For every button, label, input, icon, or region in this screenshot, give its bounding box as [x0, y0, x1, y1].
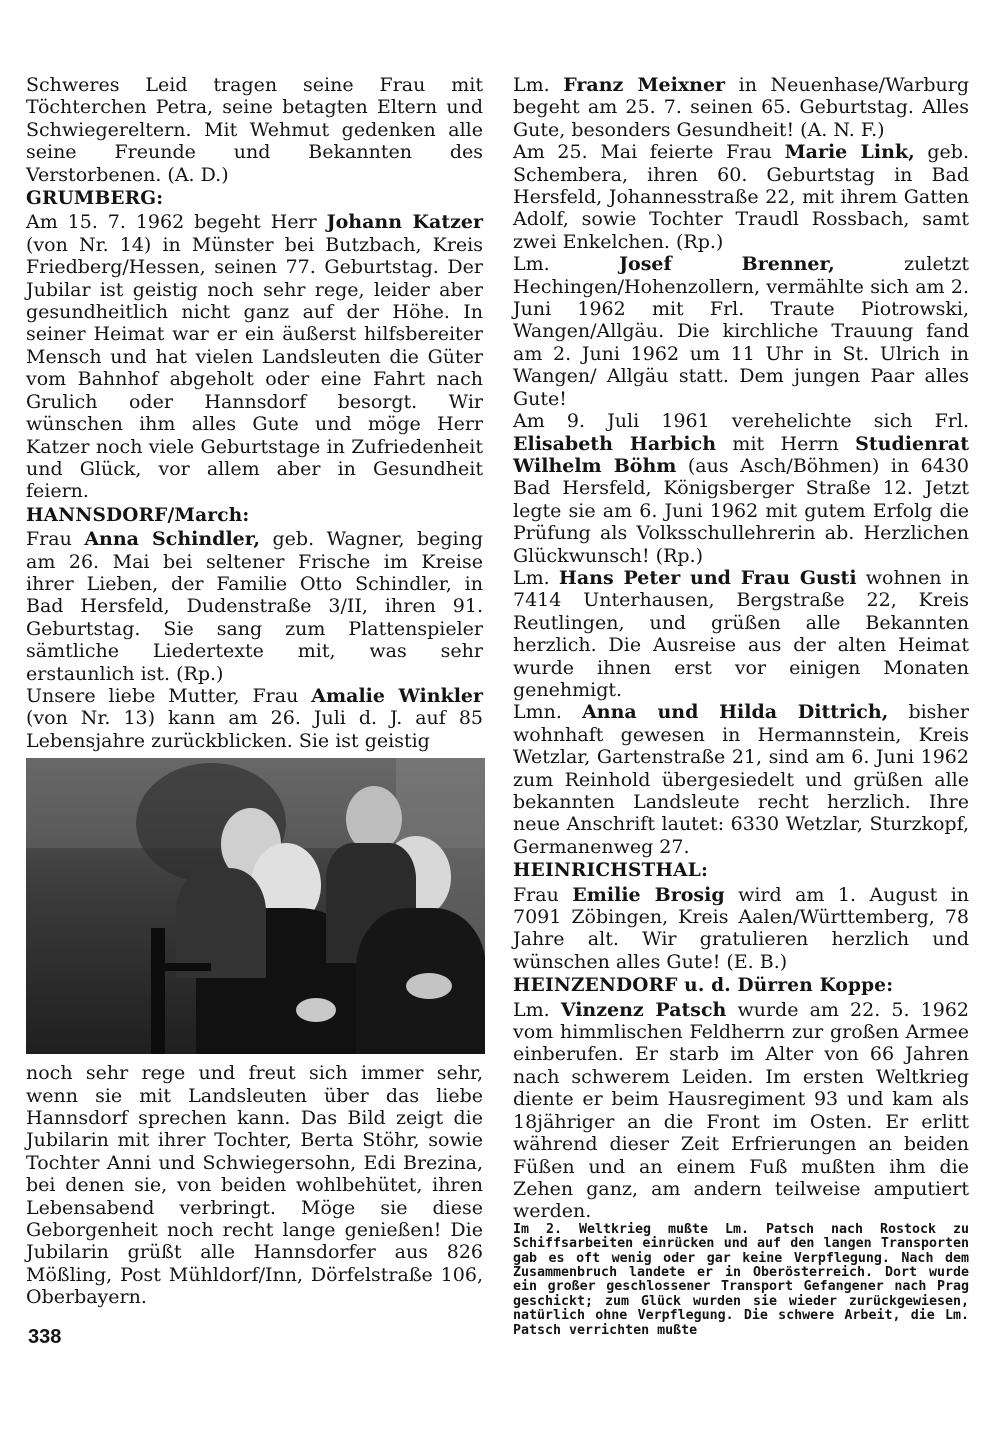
name-schindler: Anna Schindler, — [84, 528, 261, 551]
paragraph-brenner: Lm. Josef Brenner, zuletzt Hechingen/Hohenzollern, vermählte sich am 2. Juni 1962 mit Frl. Traute Piotrowski, Wangen/Allgäu. Die kirchliche Trauung fand am 2. Juni 1962 um 11 Uhr in St. Ulrich in Wangen/ Allgäu statt. Dem jungen Paar alles Gute! — [513, 253, 969, 410]
name-meixner: Franz Meixner — [563, 74, 726, 96]
paragraph-patsch: Lm. Vinzenz Patsch wurde am 22. 5. 1962 vom himmlischen Feldherrn zur großen Armee einberufen. Er starb im Alter von 66 Jahren nach schwerem Leiden. Im ersten Weltkrieg diente er beim Hausregiment 93 und kam als 18jähriger an die Front im Osten. Er erlitt während dieser Zeit Erfrierungen an beiden Füßen und an einem Fuß mußten ihm die Zehen ganz, am andern teilweise amputiert werden. — [513, 998, 969, 1223]
name-peter: Hans Peter und Frau Gusti — [558, 566, 857, 589]
paragraph-winkler-continued: noch sehr rege und freut sich immer sehr, wenn sie mit Landsleuten über das liebe Hannsdorf sprechen kann. Das Bild zeigt die Jubilarin mit ihrer Tochter, Berta Stöhr, sowie Tochter Anni und Schwiegersohn, Edi Brezina, bei denen sie, von beiden wohlbehütet, ihren Lebensabend verbringt. Möge sie diese Geborgenheit noch recht lange genießen! Die Jubilarin grüßt alle Hannsdorfer aus 826 Mößling, Post Mühldorf/Inn, Dörfelstraße 106, Oberbayern. — [26, 1062, 483, 1309]
name-link: Marie Link, — [784, 141, 915, 164]
paragraph-katzer: Am 15. 7. 1962 begeht Herr Johann Katzer (von Nr. 14) in Münster bei Butzbach, Kreis Friedberg/Hessen, seinen 77. Geburtstag. Der Jubilar ist geistig noch sehr rege, leider aber gesundheitlich nicht ganz auf der Höhe. In seiner Heimat war er ein äußerst hilfsbereiter Mensch und hat vielen Landsleuten die Güter vom Bahnhof abgeholt oder eine Fahrt nach Grulich oder Hannsdorf besorgt. Wir wünschen ihm alles Gute und möge Herr Katzer noch viele Geburtstage in Zufriedenheit und Glück, vor allem aber in Gesundheit feiern. — [26, 211, 483, 503]
name-patsch: Vinzenz Patsch — [560, 998, 727, 1021]
name-dittrich: Anna und Hilda Dittrich, — [582, 701, 889, 724]
paragraph-winkler: Unsere liebe Mutter, Frau Amalie Winkler (von Nr. 13) kann am 26. Juli d. J. auf 85 Lebensjahre zurückblicken. Sie ist geistig — [26, 684, 484, 752]
paragraph-mourning: Schweres Leid tragen seine Frau mit Töchterchen Petra, seine betagten Eltern und Schwiegereltern. Mit Wehmut gedenken alle seine Freunde und Bekannten des Verstorbenen. (A. D.) — [26, 74, 483, 186]
paragraph-patsch-smallprint: Im 2. Weltkrieg mußte Lm. Patsch nach Rostock zu Schiffsarbeiten einrücken und auf den langen Transporten gab es oft wenig oder gar keine Verpflegung. Nach dem Zusammenbruch landete er in Oberösterreich. Dort wurde ein großer geschlossener Transport Gefangener nach Prag geschickt; zum Glück wurden sie wieder zurückgewiesen, natürlich ohne Verpflegung. Die schwere Arbeit, die Lm. Patsch verrichten mußte — [513, 1221, 969, 1338]
name-brenner: Josef Brenner, — [619, 253, 835, 276]
name-brosig: Emilie Brosig — [572, 883, 725, 906]
paragraph-peter: Lm. Hans Peter und Frau Gusti wohnen in 7414 Unterhausen, Bergstraße 22, Kreis Reutlingen, und grüßen alle Bekannten herzlich. Die Ausreise aus der alten Heimat wurde ihnen erst vor einigen Monaten genehmigt. — [513, 566, 969, 701]
paragraph-harbich: Am 9. Juli 1961 verehelichte sich Frl. Elisabeth Harbich mit Herrn Studienrat Wilhelm Böhm (aus Asch/Böhmen) in 6430 Bad Hersfeld, Königsberger Straße 12. Jetzt legte sie am 6. Juni 1962 mit gutem Erfolg die Prüfung als Volksschullehrerin ab. Herzlichen Glückwunsch! (Rp.) — [513, 410, 969, 567]
section-heading-grumberg: GRUMBERG: — [26, 188, 164, 210]
page-number: 338 — [28, 1326, 62, 1348]
paragraph-dittrich: Lmn. Anna und Hilda Dittrich, bisher wohnhaft gewesen in Hermannstein, Kreis Wetzlar, Gartenstraße 21, sind am 6. Juni 1962 zum Reinhold übergesiedelt und grüßen alle bekannten Landsleute recht herzlich. Ihre neue Anschrift lautet: 6330 Wetzlar, Sturzkopf, Germanenweg 27. — [513, 701, 969, 858]
section-heading-heinzendorf: HEINZENDORF u. d. Dürren Koppe: — [513, 975, 894, 997]
section-heading-hannsdorf: HANNSDORF/March: — [26, 504, 250, 526]
paragraph-meixner: Lm. Franz Meixner in Neuenhase/Warburg begeht am 25. 7. seinen 65. Geburtstag. Alles Gute, besonders Gesundheit! (A. N. F.) — [513, 74, 969, 141]
name-katzer: Johann Katzer — [326, 211, 483, 234]
family-photo — [26, 758, 485, 1054]
paragraph-schindler: Frau Anna Schindler, geb. Wagner, beging am 26. Mai bei seltener Frische im Kreise ihrer Lieben, der Familie Otto Schindler, in Bad Hersfeld, Dudenstraße 3/II, ihren 91. Geburtstag. Sie sang zum Plattenspieler sämtliche Liedertexte mit, was sehr erstaunlich ist. (Rp.) — [26, 528, 484, 685]
paragraph-brosig: Frau Emilie Brosig wird am 1. August in 7091 Zöbingen, Kreis Aalen/Württemberg, 78 Jahre alt. Wir gratulieren herzlich und wünschen alles Gute! (E. B.) — [513, 883, 970, 973]
name-boehm: Studienrat Wilhelm Böhm — [513, 432, 969, 477]
right-column — [513, 74, 969, 1338]
left-column — [26, 74, 483, 1309]
name-winkler: Amalie Winkler — [311, 684, 484, 707]
section-heading-heinrichsthal: HEINRICHSTHAL: — [513, 860, 708, 882]
name-harbich: Elisabeth Harbich — [513, 432, 717, 455]
paragraph-link: Am 25. Mai feierte Frau Marie Link, geb. Schembera, ihren 60. Geburtstag in Bad Hersfeld, Johannesstraße 22, mit ihrem Gatten Adolf, sowie Tochter Traudl Rossbach, samt zwei Enkelchen. (Rp.) — [513, 141, 969, 253]
